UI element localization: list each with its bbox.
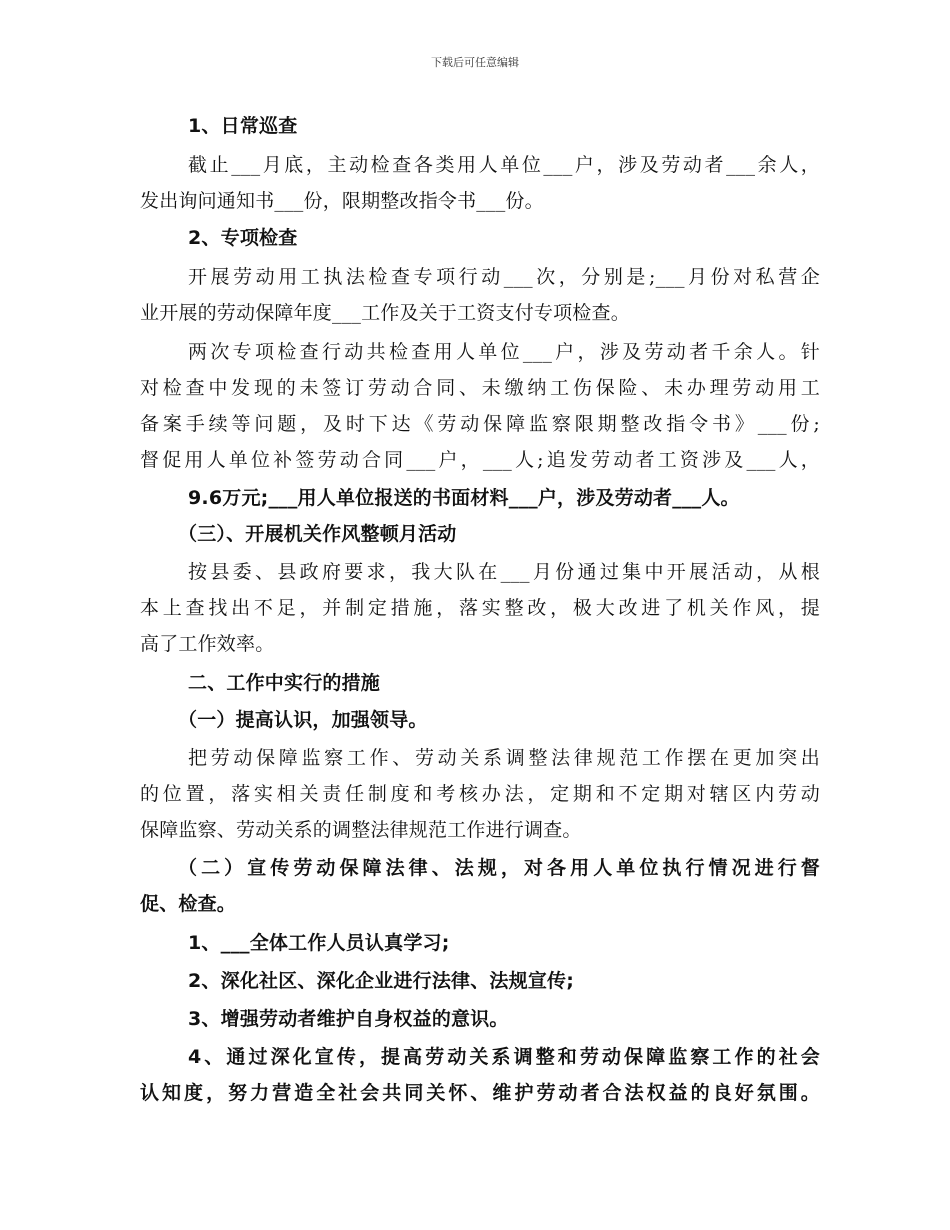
paragraph-line: 对检查中发现的未签订劳动合同、未缴纳工伤保险、未办理劳动用工 — [140, 377, 820, 399]
heading-subsection-one: （一）提高认识，加强领导。 — [178, 709, 428, 731]
paragraph-line: 发出询问通知书___份，限期整改指令书___份。 — [140, 190, 544, 212]
paragraph-line: 两次专项检查行动共检查用人单位___户，涉及劳动者千余人。针 — [188, 341, 820, 363]
heading-section-three: （三）、开展机关作风整顿月活动 — [178, 523, 457, 545]
list-item: 1、___全体工作人员认真学习; — [188, 932, 450, 954]
paragraph-line: 保障监察、劳动关系的调整法律规范工作进行调查。 — [140, 819, 582, 841]
page-header-note: 下载后可任意编辑 — [431, 56, 519, 69]
paragraph-line: 高了工作效率。 — [140, 633, 275, 655]
list-item: 4、通过深化宣传，提高劳动关系调整和劳动保障监察工作的社会 — [188, 1046, 820, 1068]
paragraph-line: 按县委、县政府要求，我大队在___月份通过集中开展活动，从根 — [188, 561, 820, 583]
list-item: 2、深化社区、深化企业进行法律、法规宣传; — [188, 970, 575, 992]
heading-daily-inspection: 1、日常巡查 — [188, 115, 298, 137]
heading-section-two: 二、工作中实行的措施 — [188, 672, 381, 694]
paragraph-line: 截止___月底，主动检查各类用人单位___户，涉及劳动者___余人， — [188, 154, 820, 176]
heading-subsection-two: （二）宣传劳动保障法律、法规，对各用人单位执行情况进行督 — [178, 857, 820, 879]
paragraph-line: 本上查找出不足，并制定措施，落实整改，极大改进了机关作风，提 — [140, 597, 820, 619]
heading-special-inspection: 2、专项检查 — [188, 227, 298, 249]
paragraph-line: 把劳动保障监察工作、劳动关系调整法律规范工作摆在更加突出 — [188, 747, 820, 769]
paragraph-line: 备案手续等问题，及时下达《劳动保障监察限期整改指令书》___份; — [140, 413, 820, 435]
list-item-cont: 认知度，努力营造全社会共同关怀、维护劳动者合法权益的良好氛围。 — [140, 1082, 820, 1104]
heading-subsection-two-cont: 促、检查。 — [140, 893, 237, 915]
paragraph-line-bold: 9.6万元;___用人单位报送的书面材料___户，涉及劳动者___人。 — [188, 487, 740, 509]
paragraph-line: 的位置，落实相关责任制度和考核办法，定期和不定期对辖区内劳动 — [140, 783, 820, 805]
paragraph-line: 业开展的劳动保障年度___工作及关于工资支付专项检查。 — [140, 302, 630, 324]
paragraph-line: 督促用人单位补签劳动合同___户，___人;追发劳动者工资涉及___人， — [140, 449, 820, 471]
list-item: 3、增强劳动者维护自身权益的意识。 — [188, 1008, 509, 1030]
paragraph-line: 开展劳动用工执法检查专项行动___次，分别是;___月份对私营企 — [188, 266, 820, 288]
